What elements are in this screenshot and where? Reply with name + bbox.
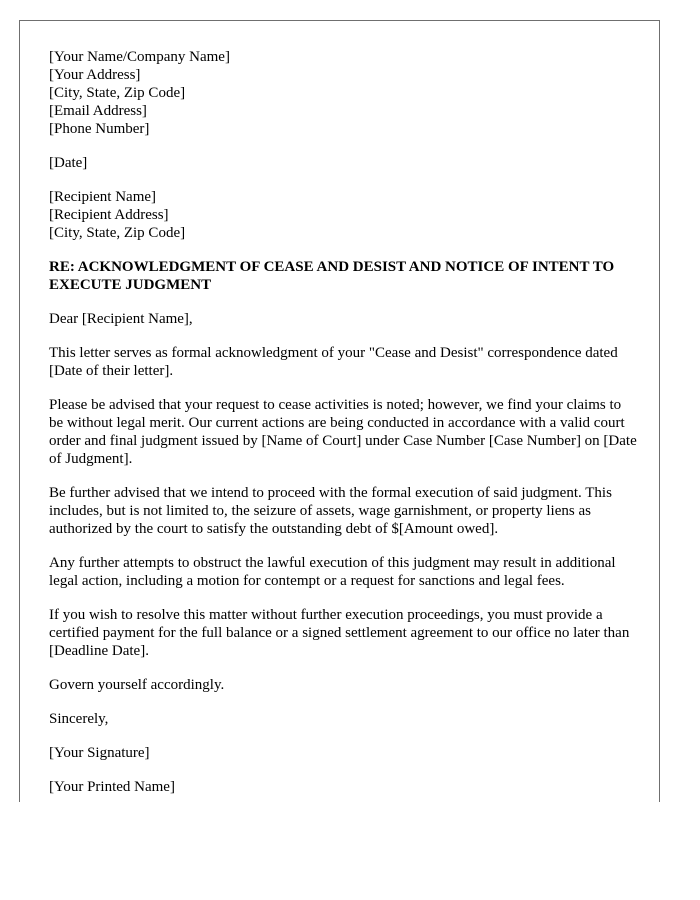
letter-page xyxy=(19,20,660,802)
closing-line: Govern yourself accordingly. xyxy=(49,677,225,693)
sender-phone: [Phone Number] xyxy=(49,121,150,137)
recipient-name: [Recipient Name] xyxy=(49,189,157,205)
letter-date: [Date] xyxy=(49,155,88,171)
body-paragraph-3: Be further advised that we intend to proceed with the formal execution of said judgment. This includes, but is not limited to, the seizure of assets, wage garnishment, or property liens as authorized by the court to satisfy the outstanding debt of $[Amount owed]. xyxy=(49,485,612,537)
printed-name: [Your Printed Name] xyxy=(49,779,175,795)
recipient-city-state-zip: [City, State, Zip Code] xyxy=(49,225,186,241)
letter-content xyxy=(49,48,639,802)
recipient-address: [Recipient Address] xyxy=(49,207,169,223)
sender-name: [Your Name/Company Name] xyxy=(49,49,230,65)
body-paragraph-1: This letter serves as formal acknowledgment of your "Cease and Desist" correspondence dated [Date of their letter]. xyxy=(49,345,618,379)
date-block xyxy=(49,154,639,172)
sender-city-state-zip: [City, State, Zip Code] xyxy=(49,85,186,101)
sender-block xyxy=(49,48,639,138)
recipient-block xyxy=(49,188,639,242)
body-paragraph-2: Please be advised that your request to cease activities is noted; however, we find your claims to be without legal merit. Our current actions are being conducted in accordance with a valid court order and final judgment issued by [Name of Court] under Case Number [Case Number] on [Date of Judgment]. xyxy=(49,397,637,467)
sender-email: [Email Address] xyxy=(49,103,147,119)
sign-off: Sincerely, xyxy=(49,711,109,727)
signature: [Your Signature] xyxy=(49,745,150,761)
sender-address: [Your Address] xyxy=(49,67,141,83)
salutation: Dear [Recipient Name], xyxy=(49,311,193,327)
body-paragraph-5: If you wish to resolve this matter without further execution proceedings, you must provide a certified payment for the full balance or a signed settlement agreement to our office no later than [Deadline Date]. xyxy=(49,607,630,659)
subject-line: RE: ACKNOWLEDGMENT OF CEASE AND DESIST AND NOTICE OF INTENT TO EXECUTE JUDGMENT xyxy=(49,259,615,293)
body-paragraph-4: Any further attempts to obstruct the lawful execution of this judgment may result in additional legal action, including a motion for contempt or a request for sanctions and legal fees. xyxy=(49,555,616,589)
